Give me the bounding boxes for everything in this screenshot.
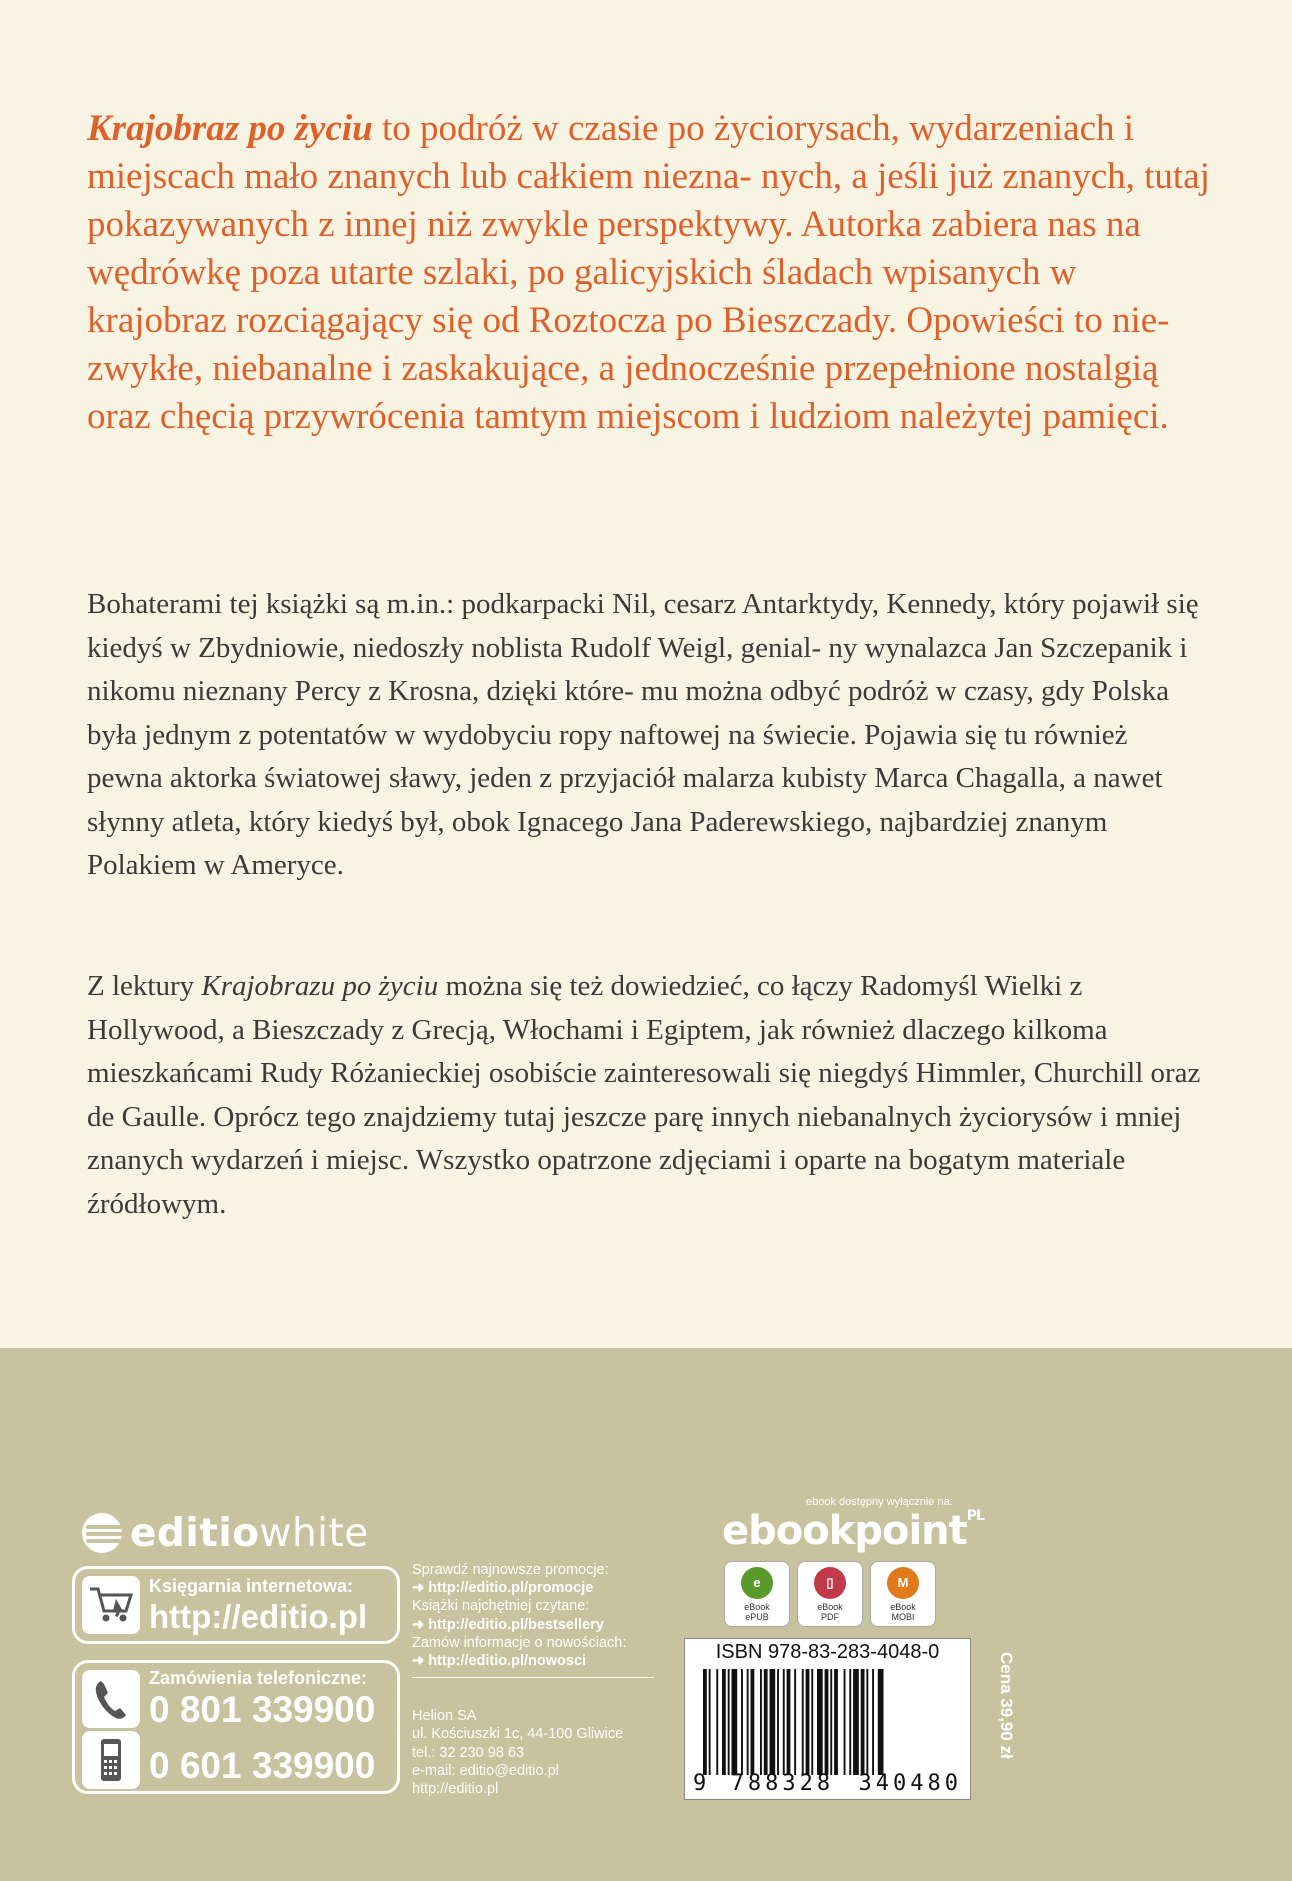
landline-number[interactable]: 0 801 339900 xyxy=(149,1689,376,1730)
news-label: Zamów informacje o nowościach: xyxy=(412,1634,627,1651)
news-link[interactable]: ➜ http://editio.pl/nowosci xyxy=(412,1653,587,1670)
promo-link[interactable]: ➜ http://editio.pl/promocje xyxy=(412,1580,594,1597)
ean-digits: 9 788328 340480 xyxy=(693,1771,962,1796)
book-title: Krajobraz po życiu xyxy=(87,108,373,149)
barcode-bar xyxy=(722,1669,726,1775)
barcode-bar xyxy=(866,1669,868,1775)
barcode-bar xyxy=(770,1669,776,1775)
telephone-icon xyxy=(82,1670,140,1728)
epub-icon: e xyxy=(741,1567,773,1599)
mobi-format-badge: M eBook MOBI xyxy=(870,1561,936,1627)
barcode-bar xyxy=(777,1669,779,1775)
barcode-bar xyxy=(783,1669,785,1775)
barcode-icon xyxy=(701,1669,956,1775)
barcode-bar xyxy=(806,1669,810,1775)
isbn-barcode xyxy=(684,1638,971,1800)
barcode-bar xyxy=(802,1669,804,1775)
online-bookstore-box[interactable] xyxy=(72,1566,400,1644)
barcode-bar xyxy=(825,1669,829,1775)
mobi-icon: M xyxy=(887,1567,919,1599)
shopping-cart-icon xyxy=(82,1576,140,1634)
barcode-bar xyxy=(794,1669,796,1775)
bestsellers-link[interactable]: ➜ http://editio.pl/bestsellery xyxy=(412,1616,604,1633)
barcode-bar xyxy=(844,1669,846,1775)
isbn-number: ISBN 978-83-283-4048-0 xyxy=(715,1641,940,1663)
bestsellers-label: Książki najchętniej czytane: xyxy=(412,1598,590,1615)
barcode-bar xyxy=(728,1669,730,1775)
barcode-bar xyxy=(830,1669,832,1775)
lead-paragraph xyxy=(87,105,1217,441)
book-title-inline: Krajobrazu po życiu xyxy=(201,970,439,1002)
barcode-bar xyxy=(741,1669,743,1775)
barcode-bar xyxy=(787,1669,791,1775)
paragraph-lecture-end: można się też dowiedzieć, co łączy Radomyśl Wielki z Hollywood, a Bieszczady z Grecją, Włochami i Egiptem, jak również dlaczego kilkoma mieszkańcami Rudy Różanieckiej osobiście zainteresowali się niegdyś Himmler, Churchill oraz de Gaulle. Oprócz tego znajdziemy tutaj jeszcze parę innych niebanalnych życiorysów i mniej znanych wydarzeń i miejsc. Wszystko opatrzone zdjęciami i oparte na bogatym materiale źródłowym. xyxy=(87,970,1201,1220)
paragraph-lecture-start: Z lektury xyxy=(87,970,202,1002)
mobile-number[interactable]: 0 601 339900 xyxy=(149,1745,376,1786)
barcode-bar xyxy=(747,1669,749,1775)
editio-logo-icon xyxy=(82,1513,122,1553)
barcode-bar xyxy=(760,1669,762,1775)
bookstore-link[interactable]: http://editio.pl xyxy=(149,1598,368,1635)
barcode-bar xyxy=(716,1669,718,1775)
lead-text: to podróż w czasie po życiorysach, wydarzeniach i miejscach mało znanych lub całkiem niezna- nych, a jeśli już znanych, tutaj pokazywanych z innej niż zwykle perspektywy. Autorka zabiera nas na wędrówkę poza utarte szlaki, po galicyjskich śladach wpisanych w krajobraz rozciągający się od Roztocza po Bieszczady. Opowieści to nie- zwykłe, niebanalne i zaskakujące, a jednocześnie przepełnione nostalgią oraz chęcią przywrócenia tamtym miejscom i ludziom należytej pamięci. xyxy=(87,108,1210,437)
company-name: Helion SA xyxy=(412,1708,477,1725)
publisher-info xyxy=(412,1561,672,1798)
ebook-availability-note: ebook dostępny wyłącznie na: xyxy=(806,1496,953,1508)
barcode-bar xyxy=(834,1669,838,1775)
barcode-bar xyxy=(872,1669,874,1775)
barcode-bar xyxy=(853,1669,859,1775)
pdf-icon: ▯ xyxy=(814,1567,846,1599)
barcode-bar xyxy=(764,1669,768,1775)
paragraph-lecture xyxy=(87,965,1202,1226)
barcode-bar xyxy=(732,1669,738,1775)
ebookpoint-logo: ebookpoint$^{PL}$ xyxy=(722,1508,984,1554)
editio-white-logo xyxy=(82,1508,369,1558)
barcode-bar xyxy=(751,1669,755,1775)
barcode-bar xyxy=(849,1669,851,1775)
barcode-bar xyxy=(811,1669,813,1775)
company-email[interactable]: e-mail: editio@editio.pl xyxy=(412,1762,559,1779)
mobile-phone-icon xyxy=(82,1731,140,1789)
company-phone: tel.: 32 230 98 63 xyxy=(412,1744,525,1761)
barcode-bar xyxy=(817,1669,823,1775)
bookstore-label: Księgarnia internetowa: xyxy=(149,1576,354,1596)
pdf-format-badge: ▯ eBook PDF xyxy=(797,1561,863,1627)
company-website[interactable]: http://editio.pl xyxy=(412,1781,499,1798)
barcode-bar xyxy=(709,1669,711,1775)
barcode-bar xyxy=(878,1669,884,1775)
barcode-bar xyxy=(861,1669,865,1775)
price-label: Cena 39,90 zł xyxy=(997,1652,1016,1759)
info-divider xyxy=(412,1677,654,1678)
phone-orders-label: Zamówienia telefoniczne: xyxy=(149,1668,368,1688)
paragraph-heroes: Bohaterami tej książki są m.in.: podkarpacki Nil, cesarz Antarktydy, Kennedy, który pojawił się kiedyś w Zbydniowie, niedoszły noblista Rudolf Weigl, genial- ny wynalazca Jan Szczepanik i nikomu nieznany Percy z Krosna, dzięki które- mu można odbyć podróż w czasy, gdy Polska była jednym z potentatów w wydobyciu ropy naftowej na świecie. Pojawia się tu również pewna aktorka światowej sławy, jeden z przyjaciół malarza kubisty Marca Chagalla, a nawet słynny atleta, który kiedyś był, obok Ignacego Jana Paderewskiego, najbardziej znanym Polakiem w Ameryce. xyxy=(87,588,1199,881)
epub-format-badge: e eBook ePUB xyxy=(724,1561,790,1627)
company-address: ul. Kościuszki 1c, 44-100 Gliwice xyxy=(412,1726,624,1743)
barcode-bar xyxy=(703,1669,707,1775)
promo-label: Sprawdź najnowsze promocje: xyxy=(412,1562,609,1578)
editio-logo-text: editiowhite xyxy=(130,1510,369,1556)
phone-orders-box xyxy=(72,1660,400,1794)
